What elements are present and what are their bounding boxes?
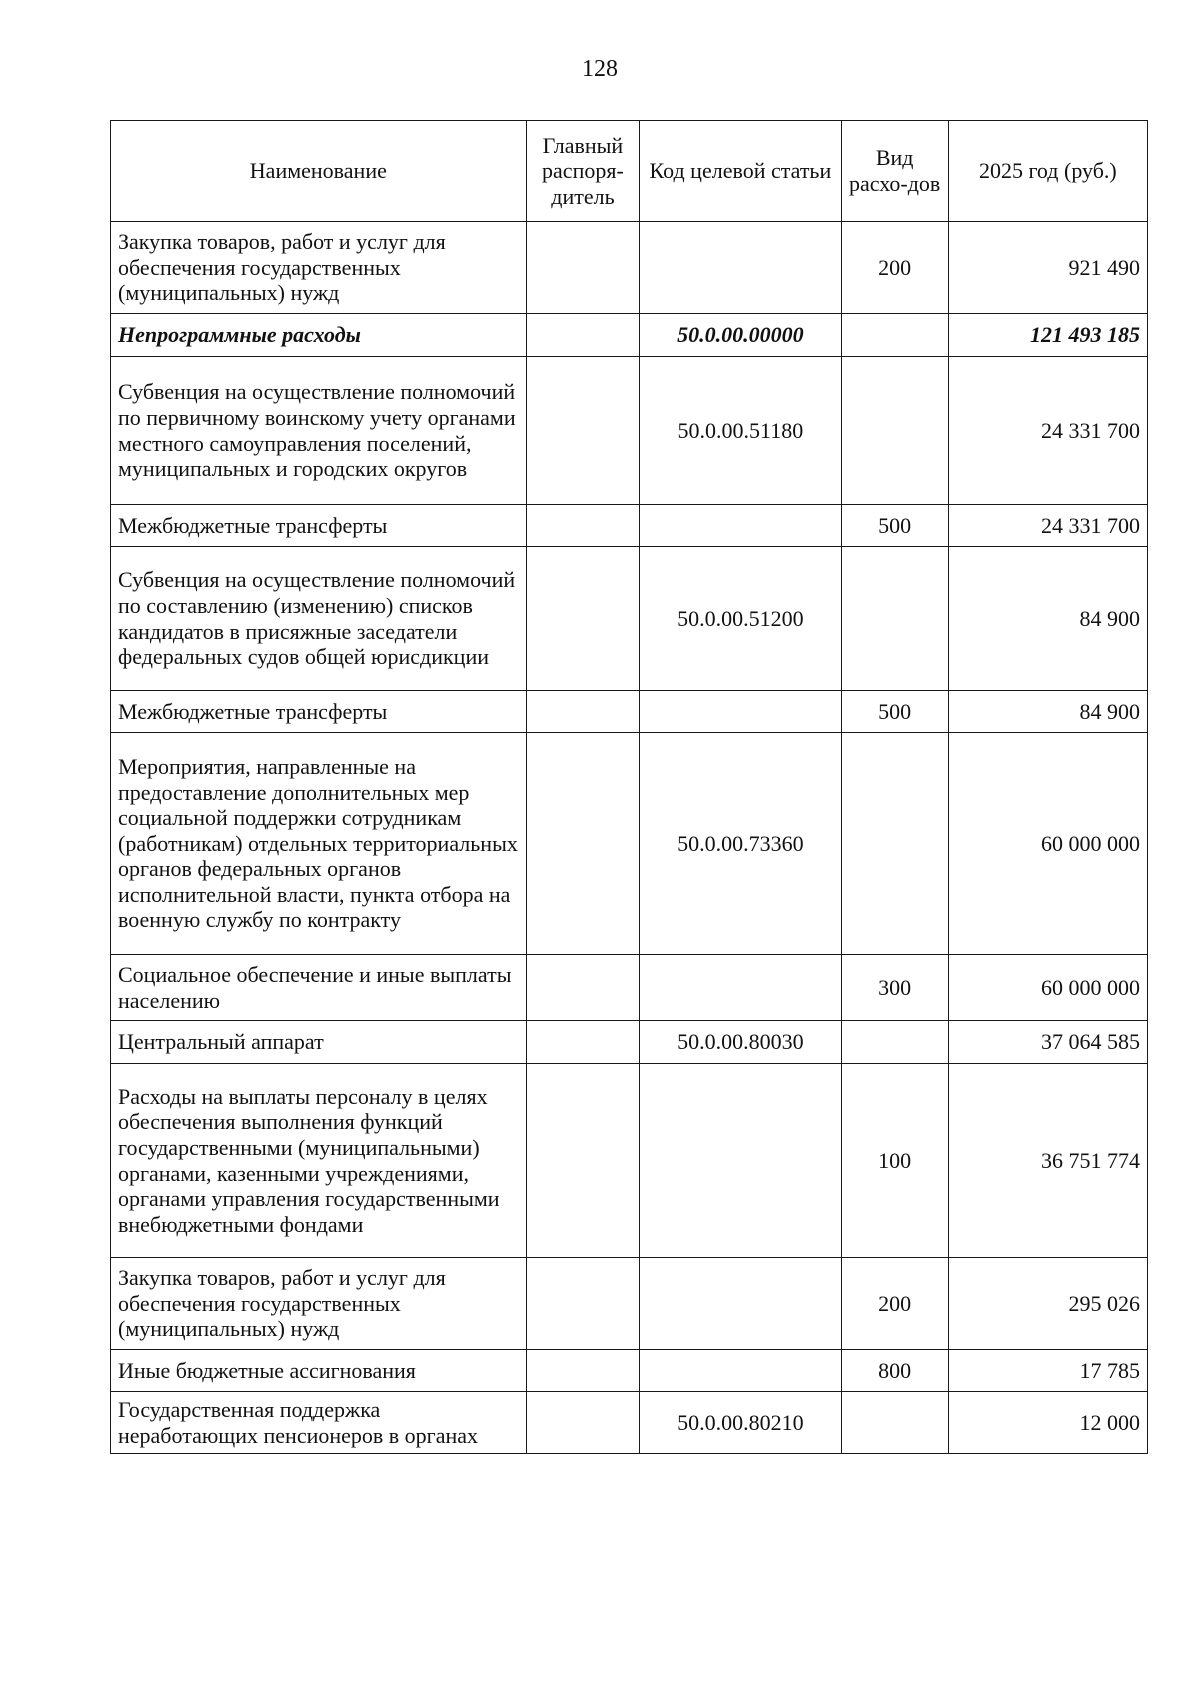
table-row	[111, 733, 1148, 955]
row-amount: 60 000 000	[948, 955, 1147, 1021]
row-expense-type: 200	[841, 222, 948, 314]
row-expense-type	[841, 1021, 948, 1064]
row-main-manager	[526, 1021, 640, 1064]
row-main-manager	[526, 1392, 640, 1454]
table-header-row	[111, 121, 1148, 222]
table-row	[111, 955, 1148, 1021]
row-target-code: 50.0.00.51200	[640, 547, 841, 691]
table-body	[111, 222, 1148, 1454]
row-target-code	[640, 691, 841, 733]
row-main-manager	[526, 314, 640, 357]
row-target-code	[640, 505, 841, 547]
row-name: Непрограммные расходы	[111, 314, 527, 357]
row-target-code: 50.0.00.80030	[640, 1021, 841, 1064]
row-name: Государственная поддержка неработающих пенсионеров в органах	[111, 1392, 527, 1454]
table-row	[111, 505, 1148, 547]
row-target-code	[640, 955, 841, 1021]
row-main-manager	[526, 1064, 640, 1258]
row-name: Субвенция на осуществление полномочий по составлению (изменению) списков кандидатов в присяжные заседатели федеральных судов общей юрисдикции	[111, 547, 527, 691]
row-target-code	[640, 1258, 841, 1350]
row-target-code	[640, 222, 841, 314]
row-target-code: 50.0.00.51180	[640, 357, 841, 505]
row-amount: 24 331 700	[948, 357, 1147, 505]
table-row	[111, 1392, 1148, 1454]
row-amount: 12 000	[948, 1392, 1147, 1454]
row-main-manager	[526, 691, 640, 733]
row-expense-type: 800	[841, 1350, 948, 1392]
row-expense-type	[841, 733, 948, 955]
table-row	[111, 547, 1148, 691]
header-expense-type: Вид расхо-дов	[841, 121, 948, 222]
row-target-code: 50.0.00.80210	[640, 1392, 841, 1454]
row-amount: 37 064 585	[948, 1021, 1147, 1064]
table-row	[111, 357, 1148, 505]
row-name: Расходы на выплаты персоналу в целях обеспечения выполнения функций государственными (муниципальными) органами, казенными учреждениями, органами управления государственными внебюджетными фондами	[111, 1064, 527, 1258]
row-target-code	[640, 1064, 841, 1258]
row-main-manager	[526, 222, 640, 314]
row-main-manager	[526, 955, 640, 1021]
row-expense-type: 100	[841, 1064, 948, 1258]
table-row	[111, 1258, 1148, 1350]
row-amount: 295 026	[948, 1258, 1147, 1350]
table-row	[111, 1021, 1148, 1064]
row-amount: 60 000 000	[948, 733, 1147, 955]
table-row	[111, 222, 1148, 314]
table-row	[111, 691, 1148, 733]
table-row	[111, 1064, 1148, 1258]
page-number: 128	[582, 56, 618, 82]
row-expense-type: 200	[841, 1258, 948, 1350]
header-amount-2025: 2025 год (руб.)	[948, 121, 1147, 222]
row-amount: 921 490	[948, 222, 1147, 314]
row-target-code: 50.0.00.73360	[640, 733, 841, 955]
row-amount: 24 331 700	[948, 505, 1147, 547]
row-expense-type	[841, 547, 948, 691]
row-main-manager	[526, 733, 640, 955]
row-name: Иные бюджетные ассигнования	[111, 1350, 527, 1392]
row-main-manager	[526, 547, 640, 691]
row-expense-type: 300	[841, 955, 948, 1021]
row-main-manager	[526, 357, 640, 505]
header-main-manager: Главный распоря-дитель	[526, 121, 640, 222]
row-main-manager	[526, 505, 640, 547]
row-name: Центральный аппарат	[111, 1021, 527, 1064]
row-amount: 84 900	[948, 547, 1147, 691]
header-name: Наименование	[111, 121, 527, 222]
row-expense-type	[841, 1392, 948, 1454]
row-name: Межбюджетные трансферты	[111, 691, 527, 733]
row-name: Субвенция на осуществление полномочий по первичному воинскому учету органами местного самоуправления поселений, муниципальных и городских округов	[111, 357, 527, 505]
budget-table	[110, 120, 1148, 1454]
row-amount: 36 751 774	[948, 1064, 1147, 1258]
row-target-code: 50.0.00.00000	[640, 314, 841, 357]
row-name: Закупка товаров, работ и услуг для обеспечения государственных (муниципальных) нужд	[111, 222, 527, 314]
row-amount: 121 493 185	[948, 314, 1147, 357]
row-name: Закупка товаров, работ и услуг для обеспечения государственных (муниципальных) нужд	[111, 1258, 527, 1350]
row-expense-type	[841, 314, 948, 357]
row-amount: 17 785	[948, 1350, 1147, 1392]
row-main-manager	[526, 1258, 640, 1350]
row-expense-type	[841, 357, 948, 505]
table-row	[111, 314, 1148, 357]
row-expense-type: 500	[841, 691, 948, 733]
header-target-code: Код целевой статьи	[640, 121, 841, 222]
row-main-manager	[526, 1350, 640, 1392]
row-name: Социальное обеспечение и иные выплаты населению	[111, 955, 527, 1021]
table-row	[111, 1350, 1148, 1392]
row-name: Межбюджетные трансферты	[111, 505, 527, 547]
row-name: Мероприятия, направленные на предоставление дополнительных мер социальной поддержки сотрудникам (работникам) отдельных территориальных органов федеральных органов исполнительной власти, пункта отбора на военную службу по контракту	[111, 733, 527, 955]
row-expense-type: 500	[841, 505, 948, 547]
row-target-code	[640, 1350, 841, 1392]
row-amount: 84 900	[948, 691, 1147, 733]
